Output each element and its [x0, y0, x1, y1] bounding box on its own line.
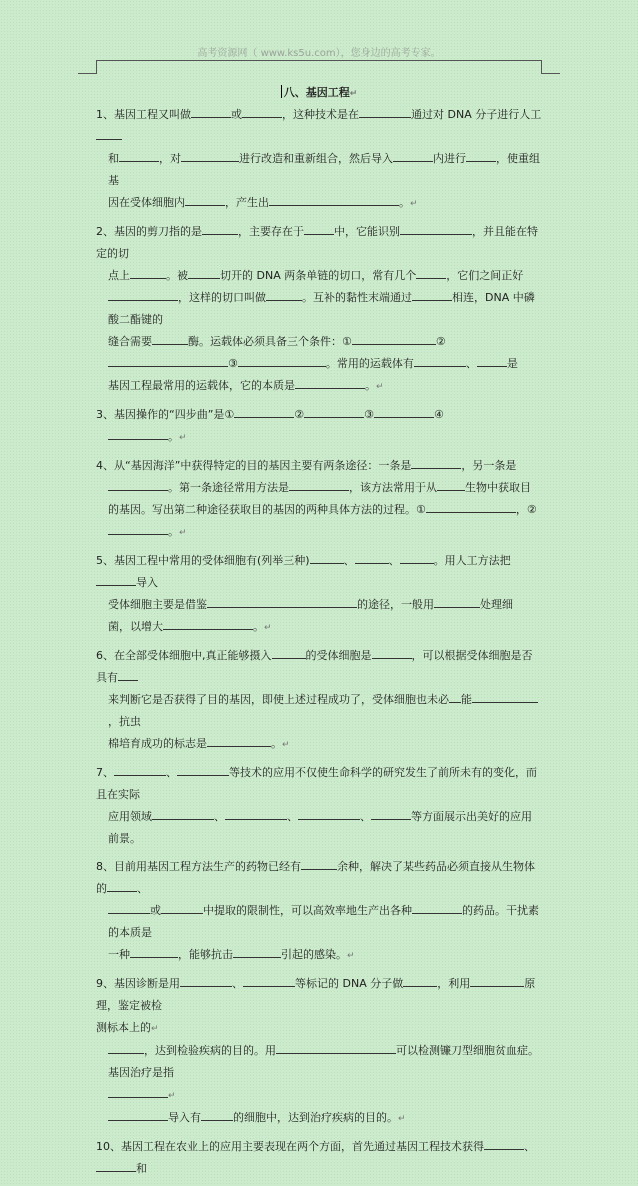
question-text: ，并且能在特定的切 [96, 225, 538, 260]
question-text: 、 [232, 977, 243, 990]
answer-blank[interactable] [400, 223, 472, 235]
question-7 [96, 762, 542, 850]
question-text: 和 [108, 152, 119, 165]
question-text: ，这样的切口叫做 [178, 291, 266, 304]
question-text: 。被 [166, 269, 188, 282]
question-text: 应用领域 [108, 810, 152, 823]
question-text: ，主要存在于 [238, 225, 304, 238]
question-text: 原理，鉴定被检 [96, 977, 536, 1012]
answer-blank[interactable] [163, 618, 253, 630]
question-text: 。 [271, 737, 282, 750]
question-9 [96, 973, 542, 1130]
answer-blank[interactable] [355, 552, 389, 564]
question-text: ② [435, 335, 446, 348]
question-text: 来判断它是否获得了目的基因，即使上述过程成功了，受体细胞也未必 [108, 693, 449, 706]
answer-blank[interactable] [426, 501, 516, 513]
question-4 [96, 455, 542, 544]
question-text: 等方面展示出美好的应用前景。 [108, 810, 532, 845]
question-text: 的药品。干扰素的本质是 [108, 904, 539, 939]
question-text: 等技术的应用不仅使生命科学的研究发生了前所未有的变化，而且在实际 [96, 766, 537, 801]
question-text: 进行改造和重新组合，然后导入 [239, 152, 393, 165]
answer-blank[interactable] [234, 406, 294, 418]
question-text: 。互补的黏性末端通过 [302, 291, 412, 304]
question-text: 、 [166, 766, 177, 779]
answer-blank[interactable] [484, 1138, 524, 1150]
question-text: 能 [461, 693, 472, 706]
question-text: 。 [168, 430, 179, 443]
answer-blank[interactable] [108, 1042, 144, 1054]
question-text: ，产生出 [225, 196, 269, 209]
question-text: 7、 [96, 766, 114, 779]
answer-blank[interactable] [108, 1086, 168, 1098]
question-6 [96, 645, 542, 756]
question-text: 。常用的运载体有 [325, 357, 414, 370]
header-line-outer-right [541, 73, 560, 74]
answer-blank[interactable] [96, 1160, 136, 1172]
question-text: 或 [150, 904, 161, 917]
answer-blank[interactable] [416, 267, 446, 279]
answer-blank[interactable] [238, 355, 326, 367]
answer-blank[interactable] [108, 289, 178, 301]
answer-blank[interactable] [412, 902, 462, 914]
question-text: 9、基因诊断是用 [96, 977, 180, 990]
answer-blank[interactable] [185, 194, 225, 206]
question-text: 切开的 DNA 两条单链的切口，常有几个 [220, 269, 417, 282]
question-text: ，能够抗击 [178, 948, 233, 961]
question-text: 内进行 [433, 152, 466, 165]
paragraph-mark-icon: ↵ [398, 1114, 406, 1124]
question-text: 菌，以增大 [108, 620, 163, 633]
answer-blank[interactable] [107, 880, 137, 892]
question-text: 1、基因工程又叫做 [96, 108, 191, 121]
answer-blank[interactable] [374, 406, 434, 418]
question-text: 处理细 [480, 598, 513, 611]
question-text: ② [294, 408, 305, 421]
question-text: 2、基因的剪刀指的是 [96, 225, 202, 238]
answer-blank[interactable] [114, 764, 166, 776]
paragraph-mark-icon: ↵ [264, 623, 272, 633]
question-text: 受体细胞主要是借鉴 [108, 598, 207, 611]
answer-blank[interactable] [108, 355, 228, 367]
question-text: 生物中获取目 [465, 481, 531, 494]
answer-blank[interactable] [304, 223, 334, 235]
header-line-outer-left [78, 73, 97, 74]
answer-blank[interactable] [242, 106, 282, 118]
answer-blank[interactable] [449, 691, 461, 703]
answer-blank[interactable] [207, 735, 271, 747]
answer-blank[interactable] [310, 552, 344, 564]
question-text: 和 [136, 1162, 147, 1175]
answer-blank[interactable] [434, 596, 480, 608]
question-text: ，达到检验疾病的目的。用 [144, 1044, 276, 1057]
question-text: 棉培育成功的标志是 [108, 737, 207, 750]
answer-blank[interactable] [161, 902, 203, 914]
question-text: 、 [287, 810, 298, 823]
header-source-line: 高考资源网（ www.ks5u.com），您身边的高考专家。 [197, 48, 441, 59]
question-text: 是 [506, 357, 518, 370]
question-text: 10、基因工程在农业上的应用主要表现在两个方面，首先通过基因工程技术获得 [96, 1140, 484, 1153]
question-text: 相连，DNA 中磷酸二酯键的 [108, 291, 535, 326]
answer-blank[interactable] [108, 479, 168, 491]
question-text: 。 [399, 196, 410, 209]
question-text: 余种，解决了某些药品必须直接从生物体的 [96, 860, 535, 895]
answer-blank[interactable] [108, 428, 168, 440]
answer-blank[interactable] [180, 975, 232, 987]
question-text: 。第一条途径常用方法是 [168, 481, 289, 494]
question-text: 、 [524, 1140, 535, 1153]
question-text: 、 [388, 554, 400, 567]
question-text: 8、目前用基因工程方法生产的药物已经有 [96, 860, 301, 873]
answer-blank[interactable] [477, 355, 507, 367]
question-text: 八、基因工程 [283, 86, 350, 99]
answer-blank[interactable] [472, 691, 538, 703]
text-cursor [281, 85, 282, 98]
question-3 [96, 404, 542, 449]
question-text: 。用人工方法把 [433, 554, 511, 567]
question-text: 中提取的限制性，可以高效率地生产出各种 [203, 904, 412, 917]
answer-blank[interactable] [177, 764, 229, 776]
answer-blank[interactable] [96, 128, 122, 140]
answer-blank[interactable] [269, 194, 399, 206]
section-title [0, 84, 638, 100]
question-text: 的细胞中，达到治疗疾病的目的。 [233, 1111, 398, 1124]
question-text: 。 [365, 379, 376, 392]
answer-blank[interactable] [371, 808, 411, 820]
answer-blank[interactable] [466, 150, 496, 162]
question-text: 。 [253, 620, 264, 633]
header-line [96, 60, 542, 61]
answer-blank[interactable] [152, 333, 188, 345]
answer-blank[interactable] [414, 355, 466, 367]
question-text: 因在受体细胞内 [108, 196, 185, 209]
answer-blank[interactable] [272, 647, 306, 659]
paragraph-mark-icon: ↵ [347, 951, 355, 961]
answer-blank[interactable] [301, 858, 337, 870]
paragraph-mark-icon: ↵ [179, 528, 187, 538]
paragraph-mark-icon: ↵ [282, 740, 290, 750]
question-text: ，这种技术是在 [282, 108, 359, 121]
question-text: ，抗虫 [108, 715, 141, 728]
question-text: 的基因。写出第二种途径获取目的基因的两种具体方法的过程。① [108, 503, 426, 516]
question-text: 缝合需要 [108, 335, 152, 348]
answer-blank[interactable] [470, 975, 524, 987]
question-text: 、 [137, 882, 148, 895]
question-text: 导入有 [168, 1111, 201, 1124]
answer-blank[interactable] [411, 457, 461, 469]
answer-blank[interactable] [202, 223, 238, 235]
answer-blank[interactable] [130, 946, 178, 958]
question-text: 等标记的 DNA 分子做 [295, 977, 404, 990]
question-text: 通过对 DNA 分子进行人工 [411, 108, 542, 121]
answer-blank[interactable] [188, 267, 220, 279]
answer-blank[interactable] [130, 267, 166, 279]
question-text: ，对 [159, 152, 181, 165]
question-text: 的受体细胞是 [305, 649, 372, 662]
question-text: 测标本上的 [96, 1021, 151, 1034]
answer-blank[interactable] [403, 975, 437, 987]
paragraph-mark-icon: ↵ [349, 89, 358, 99]
answer-blank[interactable] [437, 479, 465, 491]
answer-blank[interactable] [201, 1109, 233, 1121]
answer-blank[interactable] [233, 946, 281, 958]
answer-blank[interactable] [207, 596, 357, 608]
question-list [96, 104, 542, 1186]
question-text: 、 [465, 357, 477, 370]
paragraph-mark-icon: ↵ [151, 1024, 159, 1034]
question-text: ，该方法常用于从 [349, 481, 437, 494]
answer-blank[interactable] [393, 150, 433, 162]
answer-blank[interactable] [266, 289, 302, 301]
question-text: ，可以根据受体细胞是否具有 [96, 649, 533, 684]
question-text: 引起的感染。 [281, 948, 347, 961]
answer-blank[interactable] [118, 669, 138, 681]
question-text: 的途径，一般用 [357, 598, 434, 611]
question-text: 4、从“基因海洋”中获得特定的目的基因主要有两条途径：一条是 [96, 459, 412, 472]
answer-blank[interactable] [412, 289, 452, 301]
header-line-right [541, 60, 542, 74]
question-text: ，另一条是 [461, 459, 517, 472]
question-text: 、 [360, 810, 371, 823]
question-5 [96, 550, 542, 639]
answer-blank[interactable] [372, 647, 412, 659]
answer-blank[interactable] [304, 406, 364, 418]
header-line-left [96, 60, 97, 74]
answer-blank[interactable] [295, 377, 365, 389]
answer-blank[interactable] [191, 106, 231, 118]
answer-blank[interactable] [352, 333, 436, 345]
paragraph-mark-icon: ↵ [179, 433, 187, 443]
answer-blank[interactable] [289, 479, 349, 491]
question-text: ，② [515, 503, 537, 516]
answer-blank[interactable] [181, 150, 239, 162]
question-10 [96, 1136, 542, 1180]
question-text: 6、在全部受体细胞中,真正能够摄入 [96, 649, 272, 662]
answer-blank[interactable] [152, 808, 214, 820]
question-text: ，使重组基 [108, 152, 540, 187]
answer-blank[interactable] [400, 552, 434, 564]
question-1 [96, 104, 542, 215]
question-text: ，利用 [437, 977, 471, 990]
answer-blank[interactable] [243, 975, 295, 987]
answer-blank[interactable] [108, 1109, 168, 1121]
question-text: 或 [231, 108, 242, 121]
answer-blank[interactable] [96, 574, 136, 586]
question-text: 酶。运载体必须具备三个条件：① [188, 335, 352, 348]
question-text: 点上 [108, 269, 130, 282]
answer-blank[interactable] [108, 902, 150, 914]
paragraph-mark-icon: ↵ [168, 1091, 176, 1101]
answer-blank[interactable] [225, 808, 287, 820]
question-text: 。 [168, 525, 179, 538]
question-text: 3、基因操作的“四步曲”是① [96, 408, 235, 421]
question-text: ，它们之间正好 [446, 269, 524, 282]
answer-blank[interactable] [119, 150, 159, 162]
paragraph-mark-icon: ↵ [410, 199, 418, 209]
question-text: ③ [364, 408, 375, 421]
question-text: 、 [343, 554, 355, 567]
answer-blank[interactable] [359, 106, 411, 118]
question-text: ④ [434, 408, 444, 421]
question-text: 一种 [108, 948, 130, 961]
question-text: 5、基因工程中常用的受体细胞有(列举三种) [96, 554, 310, 567]
question-text: 可以检测镰刀型细胞贫血症。基因治疗是指 [108, 1044, 539, 1079]
question-2 [96, 221, 542, 398]
answer-blank[interactable] [276, 1042, 396, 1054]
question-text: 导入 [136, 576, 158, 589]
answer-blank[interactable] [298, 808, 360, 820]
paragraph-mark-icon: ↵ [376, 382, 384, 392]
question-text: 中，它能识别 [334, 225, 400, 238]
question-text: 、 [214, 810, 225, 823]
question-text: ③ [228, 357, 238, 370]
question-8 [96, 856, 542, 967]
question-text: 基因工程最常用的运载体，它的本质是 [108, 379, 295, 392]
answer-blank[interactable] [108, 523, 168, 535]
